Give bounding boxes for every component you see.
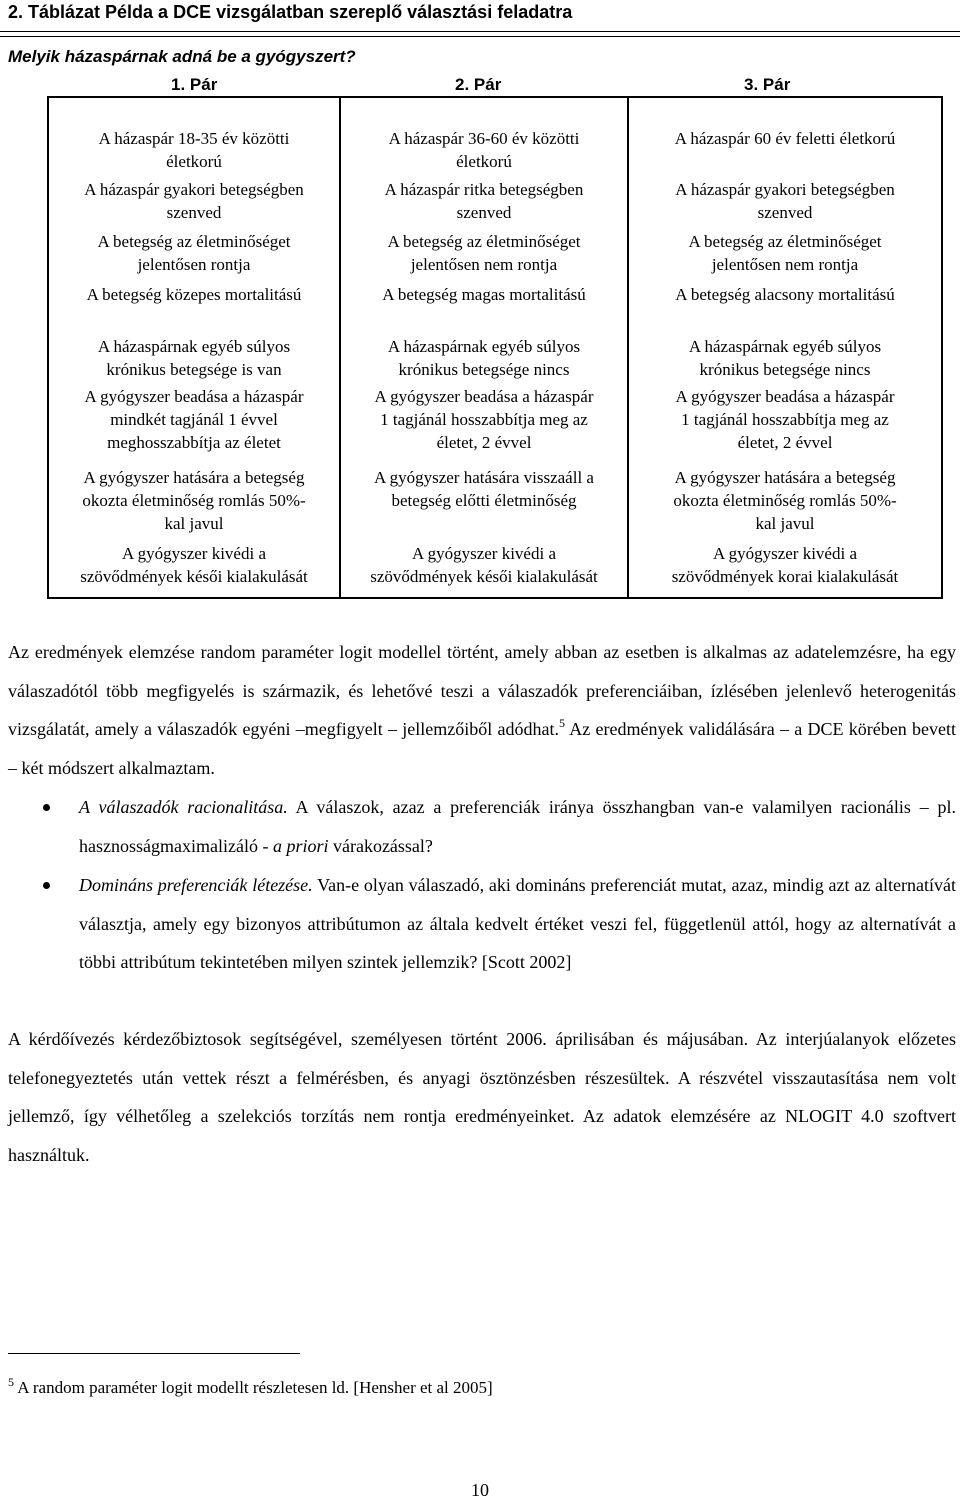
- column-pair-3: [627, 98, 941, 597]
- bullet-icon: [43, 804, 50, 811]
- a-priori-term: a priori: [272, 835, 329, 856]
- column-pair-2: [339, 98, 627, 597]
- cell-improvement: A gyógyszer hatására a betegség okozta életminőség romlás 50%- kal javul: [82, 468, 306, 533]
- heading-rule-bottom: [0, 36, 960, 37]
- cell-chronic: A házaspárnak egyéb súlyos krónikus betegsége is van: [97, 337, 291, 379]
- cell-complications: A gyógyszer kivédi a szövődmények késői kialakulását: [80, 544, 308, 586]
- cell-lifespan: A gyógyszer beadása a házaspár 1 tagjánál hosszabbítja meg az életet, 2 évvel: [374, 387, 594, 452]
- bullet-rationality-end: várakozással?: [328, 835, 433, 856]
- bullet-rationality-title: A válaszadók racionalitása.: [79, 797, 288, 817]
- cell-frequency: A házaspár gyakori betegségben szenved: [675, 180, 895, 222]
- cell-frequency: A házaspár gyakori betegségben szenved: [84, 180, 304, 222]
- cell-complications: A gyógyszer kivédi a szövődmények korai kialakulását: [671, 544, 899, 586]
- heading-rule-top: [0, 31, 960, 32]
- cell-age: A házaspár 18-35 év közötti életkorú: [98, 129, 290, 171]
- footnote-reference: 5: [558, 716, 565, 730]
- cell-lifespan: A gyógyszer beadása a házaspár 1 tagjánál hosszabbítja meg az életet, 2 évvel: [675, 387, 895, 452]
- cell-mortality: A betegség magas mortalitású: [382, 285, 586, 304]
- footnote-text: A random paraméter logit modellt részletesen ld. [Hensher et al 2005]: [14, 1378, 493, 1397]
- cell-frequency: A házaspár ritka betegségben szenved: [384, 180, 584, 222]
- bullet-dominance: [79, 866, 956, 982]
- cell-chronic: A házaspárnak egyéb súlyos krónikus betegsége nincs: [688, 337, 882, 379]
- cell-quality: A betegség az életminőséget jelentősen rontja: [97, 232, 291, 274]
- cell-quality: A betegség az életminőséget jelentősen nem rontja: [688, 232, 882, 274]
- bullet-dominance-title: Domináns preferenciák létezése.: [79, 875, 313, 895]
- bullet-rationality-text: A válaszok, azaz a preferenciák iránya összhangban van-e valamilyen racionális – pl. hasznosságmaximalizáló -: [79, 797, 956, 856]
- footnote-mark: 5: [8, 1375, 14, 1389]
- footnote: [8, 1377, 493, 1399]
- cell-mortality: A betegség közepes mortalitású: [86, 285, 302, 304]
- paragraph-validation-text: Az eredmények validálására – a DCE körében bevett – két módszert alkalmaztam.: [8, 719, 956, 778]
- pair-label-2: 2. Pár: [455, 75, 502, 94]
- cell-mortality: A betegség alacsony mortalitású: [675, 285, 895, 304]
- cell-quality: A betegség az életminőséget jelentősen nem rontja: [387, 232, 581, 274]
- paragraph-analysis-text: Az eredmények elemzése random paraméter logit modellel történt, amely abban az esetben is alkalmas az adatelemzésre, ha egy válaszadótól több megfigyelés is származik, és lehetővé teszi a válaszadók preferenciáiban, ízlésében jelenlevő heterogenitás vizsgálatát, amely a válaszadók egyéni –megfigyelt – jellemzőiből adódhat.: [8, 642, 956, 739]
- bullet-icon: [43, 882, 50, 889]
- cell-age: A házaspár 60 év feletti életkorú: [674, 129, 896, 148]
- pair-label-1: 1. Pár: [171, 75, 218, 94]
- question-text: Melyik házaspárnak adná be a gyógyszert?: [8, 47, 356, 66]
- pair-label-3: 3. Pár: [744, 75, 791, 94]
- cell-improvement: A gyógyszer hatására a betegség okozta életminőség romlás 50%- kal javul: [673, 468, 897, 533]
- choice-table: [47, 96, 943, 599]
- column-pair-1: [49, 98, 339, 597]
- bullet-rationality: [79, 788, 956, 865]
- cell-improvement: A gyógyszer hatására visszaáll a betegség előtti életminőség: [374, 468, 594, 510]
- cell-lifespan: A gyógyszer beadása a házaspár mindkét tagjánál 1 évvel meghosszabbítja az életet: [84, 387, 304, 452]
- cell-age: A házaspár 36-60 év közötti életkorú: [388, 129, 580, 171]
- footnote-separator: [8, 1353, 300, 1354]
- cell-complications: A gyógyszer kivédi a szövődmények késői kialakulását: [370, 544, 598, 586]
- cell-chronic: A házaspárnak egyéb súlyos krónikus betegsége nincs: [387, 337, 581, 379]
- table-heading: 2. Táblázat Példa a DCE vizsgálatban szereplő választási feladatra: [8, 2, 573, 22]
- bullet-dominance-text: Van-e olyan válaszadó, aki domináns preferenciát mutat, azaz, mindig azt az alternatívát választja, amely egy bizonyos attribútumon az általa kedvelt értéket veszi fel, függetlenül attól, hogy az alternatívát a többi attribútum tekintetében milyen szintek jellemzik? [Scott 2002]: [79, 875, 956, 972]
- paragraph-survey: A kérdőívezés kérdezőbiztosok segítségével, személyesen történt 2006. áprilisában és májusában. Az interjúalanyok előzetes telefonegyeztetés után vettek részt a felmérésben, és anyagi ösztönzésben részesültek. A részvétel visszautasítása nem volt jellemző, így vélhetőleg a szelekciós torzítás nem rontja eredményeinket. Az adatok elemzésére az NLOGIT 4.0 szoftvert használtuk.: [8, 1029, 956, 1165]
- paragraph-analysis: [8, 633, 956, 787]
- page-number: 10: [471, 1480, 489, 1500]
